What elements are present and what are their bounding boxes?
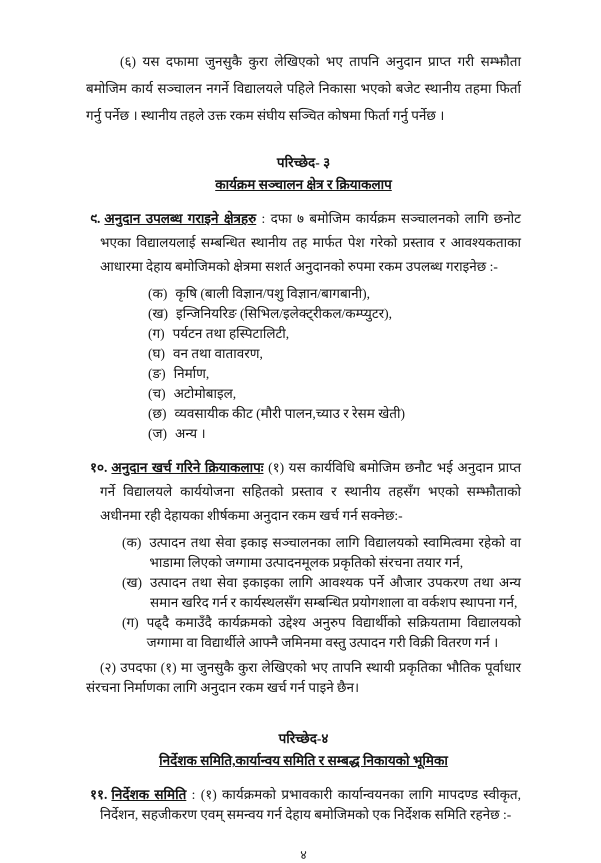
section-9 — [86, 207, 521, 279]
list-item-text: इन्जिनियरिङ (सिभिल/इलेक्ट्रीकल/कम्प्युटर), — [176, 306, 393, 321]
section-11-number: ११. — [90, 787, 108, 802]
section-10-number: १०. — [90, 460, 108, 475]
list-item-marker: (ग) — [122, 615, 139, 630]
list-item-text: अन्य । — [175, 426, 206, 441]
list-item-marker: (ग) — [148, 326, 165, 341]
list-item — [148, 324, 521, 344]
list-item — [122, 533, 521, 573]
section-9-separator: : — [256, 211, 271, 226]
list-item-marker: (ङ) — [148, 366, 166, 381]
list-item-marker: (ख) — [122, 575, 143, 590]
list-item-marker: (छ) — [148, 406, 167, 421]
paragraph-clause-6: (६) यस दफामा जुनसुकै कुरा लेखिएको भए तापनि अनुदान प्राप्त गरी सम्झौता बमोजिम कार्य सञ्चालन नगर्ने विद्यालयले पहिले निकासा भएको बजेट स्थानीय तहमा फिर्ता गर्नु पर्नेछ । स्थानीय तहले उक्त रकम संघीय सञ्चित कोषमा फिर्ता गर्नु पर्नेछ । — [86, 54, 521, 123]
page-number: ४ — [300, 848, 307, 862]
list-item-text: उत्पादन तथा सेवा इकाइ सञ्चालनका लागि विद्यालयको स्वामित्वमा रहेको वा भाडामा लिएको जग्गामा उत्पादनमूलक प्रकृतिको संरचना तयार गर्न, — [149, 535, 521, 570]
chapter-3-subtitle: कार्यक्रम सञ्चालन क्षेत्र र क्रियाकलाप — [215, 177, 392, 192]
list-item — [148, 364, 521, 384]
list-item — [122, 613, 521, 653]
list-item — [148, 304, 521, 324]
chapter-4-heading-block — [86, 728, 521, 771]
list-item — [148, 404, 521, 424]
list-item-marker: (क) — [122, 535, 142, 550]
chapter-4-subtitle: निर्देशक समिति,कार्यान्वय समिति र सम्बद्ध निकायको भूमिका — [159, 753, 448, 768]
list-item-text: कृषि (बाली विज्ञान/पशु विज्ञान/बागबानी), — [175, 286, 371, 301]
section-9-number: ९. — [90, 211, 101, 226]
section-9-item-list — [86, 284, 521, 444]
section-11-heading: निर्देशक समिति — [111, 787, 187, 802]
section-10-heading: अनुदान खर्च गरिने क्रियाकलापः — [111, 460, 264, 475]
section-10 — [86, 456, 521, 528]
section-10-item-list — [86, 533, 521, 653]
list-item-marker: (च) — [148, 386, 166, 401]
list-item-marker: (ज) — [148, 426, 168, 441]
chapter-3-heading-block — [86, 152, 521, 195]
list-item-text: निर्माण, — [173, 366, 210, 381]
section-11-body: (१) कार्यक्रमको प्रभावकारी कार्यान्वयनका लागि मापदण्ड स्वीकृत, निर्देशन, सहजीकरण एवम् समन्वय गर्न देहाय बमोजिमको एक निर्देशक समिति रहनेछ :- — [100, 787, 522, 822]
list-item — [148, 284, 521, 304]
chapter-4-title: परिच्छेद-४ — [278, 731, 329, 746]
list-item — [148, 344, 521, 364]
list-item-text: वन तथा वातावरण, — [172, 346, 263, 361]
section-11-separator: : — [186, 787, 201, 802]
list-item-marker: (घ) — [148, 346, 165, 361]
section-10-subclause-2: (२) उपदफा (१) मा जुनसुकै कुरा लेखिएको भए तापनि स्थायी प्रकृतिका भौतिक पूर्वाधार संरचना निर्माणका लागि अनुदान रकम खर्च गर्न पाइने छैन। — [86, 660, 521, 695]
list-item-text: पढ्दै कमाउँदै कार्यक्रमको उद्देश्य अनुरुप विद्यार्थीको सक्रियतामा विद्यालयको जग्गामा वा विद्यार्थीले आफ्नै जमिनमा वस्तु उत्पादन गरी विक्री वितरण गर्न । — [146, 615, 521, 650]
list-item-text: पर्यटन तथा हस्पिटालिटी, — [172, 326, 290, 341]
list-item-marker: (ख) — [148, 306, 169, 321]
list-item-text: व्यवसायीक कीट (मौरी पालन,च्याउ र रेसम खेती) — [174, 406, 405, 421]
chapter-3-title: परिच्छेद- ३ — [276, 155, 331, 170]
section-11 — [86, 785, 521, 825]
list-item-marker: (क) — [148, 286, 168, 301]
list-item — [148, 384, 521, 404]
section-9-body: दफा ७ बमोजिम कार्यक्रम सञ्चालनको लागि छनोट भएका विद्यालयलाई सम्बन्धित स्थानीय तह मार्फत पेश गरेको प्रस्ताव र आवश्यकताका आधारमा देहाय बमोजिमको क्षेत्रमा सशर्त अनुदानको रुपमा रकम उपलब्ध गराइनेछ :- — [100, 211, 521, 274]
list-item-text: उत्पादन तथा सेवा इकाइका लागि आवश्यक पर्ने औजार उपकरण तथा अन्य समान खरिद गर्न र कार्यस्थलसँग सम्बन्धित प्रयोगशाला वा वर्कशप स्थापना गर्न, — [150, 575, 521, 610]
list-item — [122, 573, 521, 613]
section-10-body: (१) यस कार्यविधि बमोजिम छनौट भई अनुदान प्राप्त गर्ने विद्यालयले कार्ययोजना सहितको प्रस्ताव र स्थानीय तहसँग भएको सम्झौताको अधीनमा रही देहायका शीर्षकमा अनुदान रकम खर्च गर्न सक्नेछ:- — [100, 460, 522, 523]
list-item — [148, 424, 521, 444]
list-item-text: अटोमोबाइल, — [173, 386, 237, 401]
section-9-heading: अनुदान उपलब्ध गराइने क्षेत्रहरु — [104, 211, 257, 226]
